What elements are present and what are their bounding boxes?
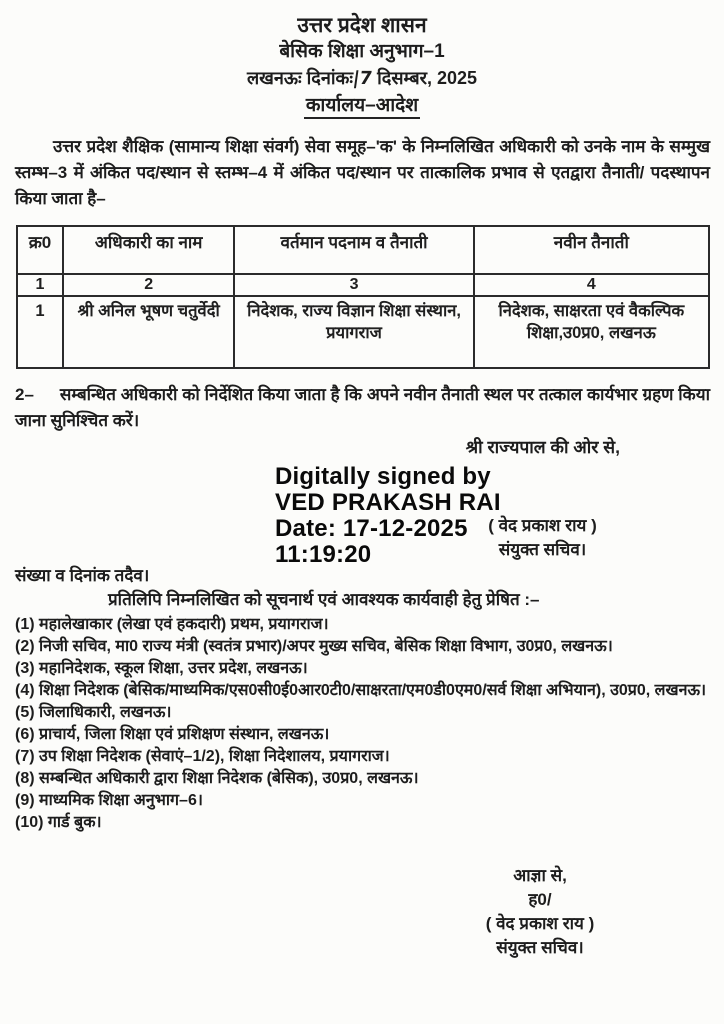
- cell-officer-name: श्री अनिल भूषण चतुर्वेदी: [63, 296, 235, 368]
- place-date-line: [0, 65, 724, 92]
- signatory-name: ( वेद प्रकाश राय ): [488, 516, 597, 535]
- list-item: (2) निजी सचिव, मा0 राज्य मंत्री (स्वतंत्र प्रभार)/अपर मुख्य सचिव, बेसिक शिक्षा विभाग, उ0प्र0, लखनऊ।: [15, 638, 613, 655]
- col-header-serial: क्र0: [17, 226, 63, 274]
- signature-block: [0, 462, 724, 568]
- officers-table: [16, 225, 710, 369]
- government-title: उत्तर प्रदेश शासन: [297, 14, 427, 37]
- table-header-row: [17, 226, 709, 274]
- date-suffix: दिसम्बर, 2025: [372, 68, 478, 88]
- list-item: (4) शिक्षा निदेशक (बेसिक/माध्यमिक/एस0सी0ई0आर0टी0/साक्षरता/एम0डी0एम0/सर्व शिक्षा अभियान), उ0प्र0, लखनऊ।: [15, 682, 707, 699]
- list-item: (1) महालेखाकार (लेखा एवं हकदारी) प्रथम, प्रयागराज।: [15, 616, 329, 633]
- cell-new-posting: निदेशक, साक्षरता एवं वैकल्पिक शिक्षा,उ0प्र0, लखनऊ: [474, 296, 709, 368]
- list-item: (10) गार्ड बुक।: [15, 814, 102, 831]
- list-item: (3) महानिदेशक, स्कूल शिक्षा, उत्तर प्रदेश, लखनऊ।: [15, 660, 308, 677]
- digital-signature-line-3: Date: 17-12-2025: [275, 515, 468, 542]
- order-paragraph-1: उत्तर प्रदेश शैक्षिक (सामान्य शिक्षा संवर्ग) सेवा समूह–'क' के निम्नलिखित अधिकारी को उनके नाम के सम्मुख स्तम्भ–3 में अंकित पद/स्थान से स्तम्भ–4 में अंकित पद/स्थान पर तात्कालिक प्रभाव से एतद्वारा तैनाती/ पदस्थापन किया जाता है–: [15, 137, 710, 208]
- handwritten-date: |7: [351, 68, 374, 89]
- table-column-number-row: [17, 274, 709, 296]
- digital-signature-line-4: 11:19:20: [275, 541, 372, 568]
- order-title: कार्यालय–आदेश: [304, 95, 420, 119]
- copy-heading: प्रतिलिपि निम्नलिखित को सूचनार्थ एवं आवश्यक कार्यवाही हेतु प्रेषित :–: [108, 590, 540, 609]
- closing-by-order: आज्ञा से,: [513, 866, 567, 885]
- col-header-current: वर्तमान पदनाम व तैनाती: [234, 226, 473, 274]
- col-header-name: अधिकारी का नाम: [63, 226, 235, 274]
- section-title: बेसिक शिक्षा अनुभाग–1: [279, 41, 445, 62]
- col-number-3: 3: [234, 274, 473, 296]
- signatory-designation: संयुक्त सचिव।: [498, 540, 587, 559]
- closing-name: ( वेद प्रकाश राय ): [485, 914, 595, 933]
- digital-signature-line-1: Digitally signed by: [275, 463, 491, 490]
- list-item: (8) सम्बन्धित अधिकारी द्वारा शिक्षा निदेशक (बेसिक), उ0प्र0, लखनऊ।: [15, 770, 419, 787]
- list-item: (9) माध्यमिक शिक्षा अनुभाग–6।: [15, 792, 203, 809]
- col-header-new: नवीन तैनाती: [474, 226, 709, 274]
- on-behalf-line: श्री राज्यपाल की ओर से,: [465, 437, 620, 457]
- document-header: [0, 0, 724, 120]
- digital-signature-line-2: VED PRAKASH RAI: [275, 489, 501, 516]
- col-number-1: 1: [17, 274, 63, 296]
- table-row: [17, 296, 709, 368]
- closing-signed-mark: ह0/: [528, 890, 552, 909]
- col-number-4: 4: [474, 274, 709, 296]
- cell-serial: 1: [17, 296, 63, 368]
- reference-line: संख्या व दिनांक तदैव।: [15, 566, 150, 585]
- signatory-block: [455, 514, 630, 562]
- place-date-prefix: लखनऊः दिनांकः: [246, 68, 353, 88]
- copy-distribution-list: [15, 614, 708, 834]
- paragraph-2-number: 2–: [15, 385, 34, 404]
- col-number-2: 2: [63, 274, 235, 296]
- order-title-line: [0, 92, 724, 120]
- cell-current-posting: निदेशक, राज्य विज्ञान शिक्षा संस्थान, प्रयागराज: [234, 296, 473, 368]
- paragraph-2-text: सम्बन्धित अधिकारी को निर्देशित किया जाता है कि अपने नवीन तैनाती स्थल पर तत्काल कार्यभार ग्रहण किया जाना सुनिश्चित करें।: [15, 385, 710, 430]
- closing-designation: संयुक्त सचिव।: [496, 938, 584, 957]
- list-item: (6) प्राचार्य, जिला शिक्षा एवं प्रशिक्षण संस्थान, लखनऊ।: [15, 726, 330, 743]
- closing-signature: [445, 864, 635, 960]
- list-item: (5) जिलाधिकारी, लखनऊ।: [15, 704, 172, 721]
- order-paragraph-2: [15, 382, 710, 434]
- list-item: (7) उप शिक्षा निदेशक (सेवाएं–1/2), शिक्षा निदेशालय, प्रयागराज।: [15, 748, 390, 765]
